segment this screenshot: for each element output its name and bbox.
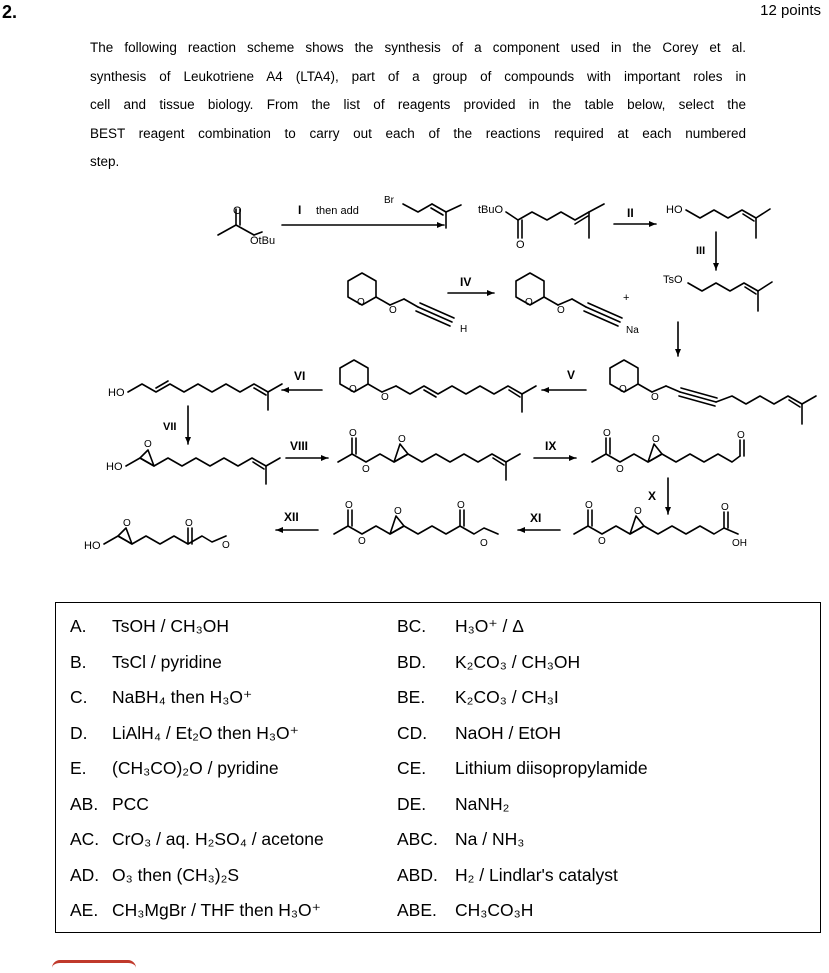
reagent-row (70, 716, 324, 752)
reagent-label: ABC. (397, 829, 438, 849)
atom-label: Na (626, 325, 639, 336)
reagent-label: ABE. (397, 900, 437, 920)
reagent-label: C. (70, 687, 88, 707)
reagent-row (397, 609, 648, 645)
reagent-text: (CH₃CO)₂O / pyridine (112, 758, 279, 778)
reagent-text: H₂ / Lindlar's catalyst (455, 864, 618, 885)
atom-label: O (480, 538, 488, 549)
step-label: VI (294, 369, 306, 383)
molecule-diene-alcohol (128, 381, 282, 410)
reagent-label: BC. (397, 616, 427, 636)
reagent-row (70, 751, 324, 787)
atom-label: O (144, 439, 152, 450)
molecule-epoxy-acid (574, 510, 738, 534)
molecule-alcohol (686, 209, 770, 238)
reagent-label: E. (70, 758, 87, 778)
reagent-label: AC. (70, 829, 100, 849)
reagent-row (70, 787, 324, 823)
reagent-label: CD. (397, 722, 428, 743)
reagent-text: O₃ then (CH₃)₂S (112, 864, 240, 885)
atom-label: H (460, 324, 468, 335)
molecule-final-product (104, 528, 226, 544)
reagent-label: AB. (70, 793, 99, 814)
step-label: IV (460, 275, 472, 289)
atom-label: O (557, 305, 565, 316)
atom-label: O (345, 500, 353, 511)
atom-label: OtBu (250, 235, 276, 247)
molecule-thp-diene (340, 360, 536, 412)
reagent-label: ABD. (397, 864, 438, 885)
bottom-divider (52, 960, 136, 973)
atom-label: O (651, 392, 659, 403)
atom-label: O (381, 392, 389, 403)
atom-label: HO (106, 461, 123, 473)
atom-label: O (357, 297, 365, 308)
atom-label: O (123, 518, 131, 529)
atom-label: HO (84, 540, 101, 552)
reagent-table (55, 602, 821, 933)
molecule-epoxy-aldehyde (592, 438, 744, 462)
atom-label: O (525, 297, 533, 308)
plus-sign: + (623, 292, 630, 304)
atom-label: O (616, 464, 624, 475)
reagent-text: K₂CO₃ / CH₃OH (455, 651, 581, 672)
reagent-label: AD. (70, 864, 100, 885)
step-label: IX (545, 439, 557, 453)
step-label: VII (163, 421, 177, 433)
atom-label: O (349, 384, 357, 395)
atom-label: O (394, 506, 402, 517)
atom-label: O (185, 518, 193, 529)
question-text (90, 34, 746, 177)
reagent-row (397, 858, 648, 894)
intro-line: step. (90, 154, 120, 170)
atom-label: Br (384, 195, 394, 206)
then-add-label: then add (316, 205, 359, 217)
atom-label: O (652, 434, 660, 445)
reagent-row (397, 716, 648, 752)
atom-label: tBuO (478, 204, 504, 216)
molecule-coupled-alkyne (610, 360, 816, 424)
atom-label: O (362, 464, 370, 475)
step-label: XI (530, 511, 542, 525)
reagent-row (70, 893, 324, 929)
atom-label: HO (666, 204, 683, 216)
reagent-label: DE. (397, 793, 427, 814)
molecule-epoxy-alcohol (126, 450, 280, 484)
reagent-row (397, 680, 648, 716)
reagent-row (70, 645, 324, 681)
atom-label: O (598, 536, 606, 547)
reagent-label: BE. (397, 687, 426, 707)
question-number: 2. (2, 2, 18, 22)
reagent-text: Na / NH₃ (455, 829, 525, 849)
atom-label: O (389, 305, 397, 316)
reagent-row (70, 680, 324, 716)
atom-label: O (233, 205, 242, 217)
reagent-text: PCC (112, 793, 149, 814)
reagent-row (397, 787, 648, 823)
reagent-row (70, 822, 324, 858)
atom-label: O (457, 500, 465, 511)
reagent-text: H₃O⁺ / Δ (455, 616, 524, 636)
step-label: III (696, 245, 706, 257)
reagent-text: LiAlH₄ / Et₂O then H₃O⁺ (112, 722, 299, 743)
reagent-row (397, 893, 648, 929)
reagent-row (397, 751, 648, 787)
reagent-row (397, 645, 648, 681)
atom-label: O (603, 428, 611, 439)
reagent-column-right (397, 609, 648, 929)
reagent-text: TsCl / pyridine (112, 651, 222, 672)
molecule-tbu-ester (506, 204, 604, 238)
reagent-text: NaBH₄ then H₃O⁺ (112, 687, 253, 707)
reagent-row (70, 609, 324, 645)
intro-line: The following reaction scheme shows the synthesis of a component used in the Corey et al. (90, 40, 746, 55)
points-label: 12 points (760, 2, 821, 19)
molecule-tosylate (688, 282, 772, 311)
reagent-label: B. (70, 651, 87, 672)
atom-label: O (222, 540, 230, 551)
step-label: V (567, 368, 576, 382)
intro-line: cell and tissue biology. From the list of reagents provided in the table below, select the (90, 97, 746, 113)
atom-label: O (398, 434, 406, 445)
atom-label: TsO (663, 274, 683, 286)
atom-label: O (737, 430, 745, 441)
reagent-label: BD. (397, 651, 427, 672)
reagent-label: AE. (70, 900, 99, 920)
reagent-text: K₂CO₃ / CH₃I (455, 687, 559, 707)
atom-label: O (349, 428, 357, 439)
atom-label: O (721, 502, 729, 513)
step-label: I (298, 203, 302, 217)
step-label: X (648, 489, 657, 503)
atom-label: O (619, 384, 627, 395)
reagent-text: CH₃MgBr / THF then H₃O⁺ (112, 900, 321, 920)
step-label: VIII (290, 439, 309, 453)
atom-label: O (585, 500, 593, 511)
reagent-label: CE. (397, 758, 427, 778)
step-label: II (627, 206, 634, 220)
reagent-column-left (70, 609, 324, 929)
reaction-scheme (0, 170, 829, 590)
reagent-label: D. (70, 722, 88, 743)
intro-line: BEST reagent combination to carry out each of the reactions required at each numbered (90, 125, 746, 141)
reagent-row (397, 822, 648, 858)
reagent-text: TsOH / CH₃OH (112, 616, 229, 636)
molecule-epoxy-acetate-ester (334, 510, 498, 534)
step-label: XII (284, 510, 299, 524)
reagent-text: NaOH / EtOH (455, 722, 561, 743)
reagent-text: CH₃CO₃H (455, 900, 534, 920)
reagent-label: A. (70, 616, 87, 636)
reagent-text: NaNH₂ (455, 793, 510, 814)
atom-label: OH (732, 538, 747, 549)
reagent-text: CrO₃ / aq. H₂SO₄ / acetone (112, 829, 324, 849)
intro-line: synthesis of Leukotriene A4 (LTA4), part of a group of compounds with important roles in (90, 68, 746, 84)
atom-label: HO (108, 387, 125, 399)
atom-label: O (358, 536, 366, 547)
reagent-text: Lithium diisopropylamide (455, 758, 648, 778)
atom-label: O (634, 506, 642, 517)
atom-label: O (516, 239, 525, 251)
reagent-row (70, 858, 324, 894)
